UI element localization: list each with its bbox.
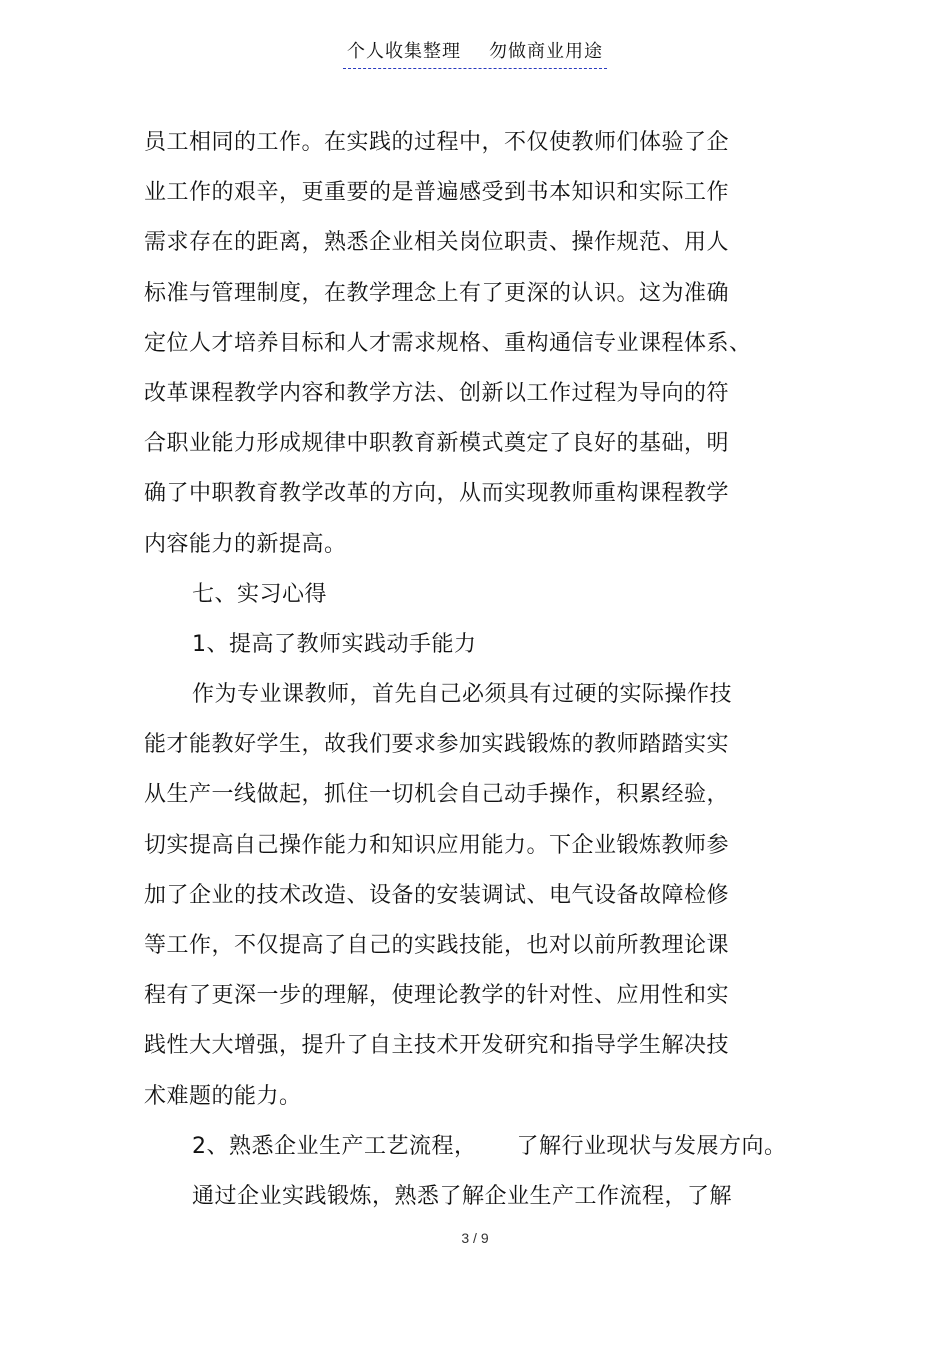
header-right-text: 勿做商业用途 <box>489 41 603 62</box>
text-line: 确了中职教育教学改革的方向，从而实现教师重构课程教学 <box>144 481 730 507</box>
text-line: 加了企业的技术改造、设备的安装调试、电气设备故障检修 <box>144 882 730 908</box>
text-line: 员工相同的工作。在实践的过程中，不仅使教师们体验了企 <box>144 130 730 155</box>
text-line: 术难题的能力。 <box>144 1083 302 1109</box>
text-line: 切实提高自己操作能力和知识应用能力。下企业锻炼教师参 <box>144 832 730 858</box>
text-line: 作为专业课教师，首先自己必须具有过硬的实际操作技 <box>192 682 733 708</box>
text-line: 业工作的艰辛，更重要的是普遍感受到书本知识和实际工作 <box>144 180 730 206</box>
header-watermark <box>343 38 607 69</box>
text-line: 定位人才培养目标和人才需求规格、重构通信专业课程体系、 <box>144 330 752 356</box>
page-number: 3 / 9 <box>461 1230 489 1246</box>
document-body <box>144 122 787 1226</box>
text-line: 程有了更深一步的理解，使理论教学的针对性、应用性和实 <box>144 983 730 1009</box>
text-line: 标准与管理制度，在教学理念上有了更深的认识。这为准确 <box>144 280 730 306</box>
subsection-heading-part2: 了解行业现状与发展方向。 <box>516 1133 787 1159</box>
text-line: 需求存在的距离，熟悉企业相关岗位职责、操作规范、用人 <box>144 230 730 256</box>
subsection-heading-part1: 2、熟悉企业生产工艺流程， <box>192 1133 477 1159</box>
text-line: 内容能力的新提高。 <box>144 531 347 557</box>
text-line: 践性大大增强，提升了自主技术开发研究和指导学生解决技 <box>144 1033 730 1059</box>
text-line: 能才能教好学生，故我们要求参加实践锻炼的教师踏踏实实 <box>144 732 730 758</box>
subsection-heading <box>144 1126 787 1176</box>
section-heading: 七、实习心得 <box>192 581 328 607</box>
text-line: 从生产一线做起，抓住一切机会自己动手操作，积累经验， <box>144 782 730 808</box>
header-left-text: 个人收集整理 <box>347 41 461 62</box>
text-line: 改革课程教学内容和教学方法、创新以工作过程为导向的符 <box>144 380 730 406</box>
text-line: 通过企业实践锻炼，熟悉了解企业生产工作流程，了解 <box>192 1183 733 1209</box>
subsection-heading: 1、提高了教师实践动手能力 <box>192 631 477 657</box>
page-header <box>0 38 950 69</box>
text-line: 等工作，不仅提高了自己的实践技能，也对以前所教理论课 <box>144 933 730 958</box>
text-line: 合职业能力形成规律中职教育新模式奠定了良好的基础，明 <box>144 431 730 457</box>
